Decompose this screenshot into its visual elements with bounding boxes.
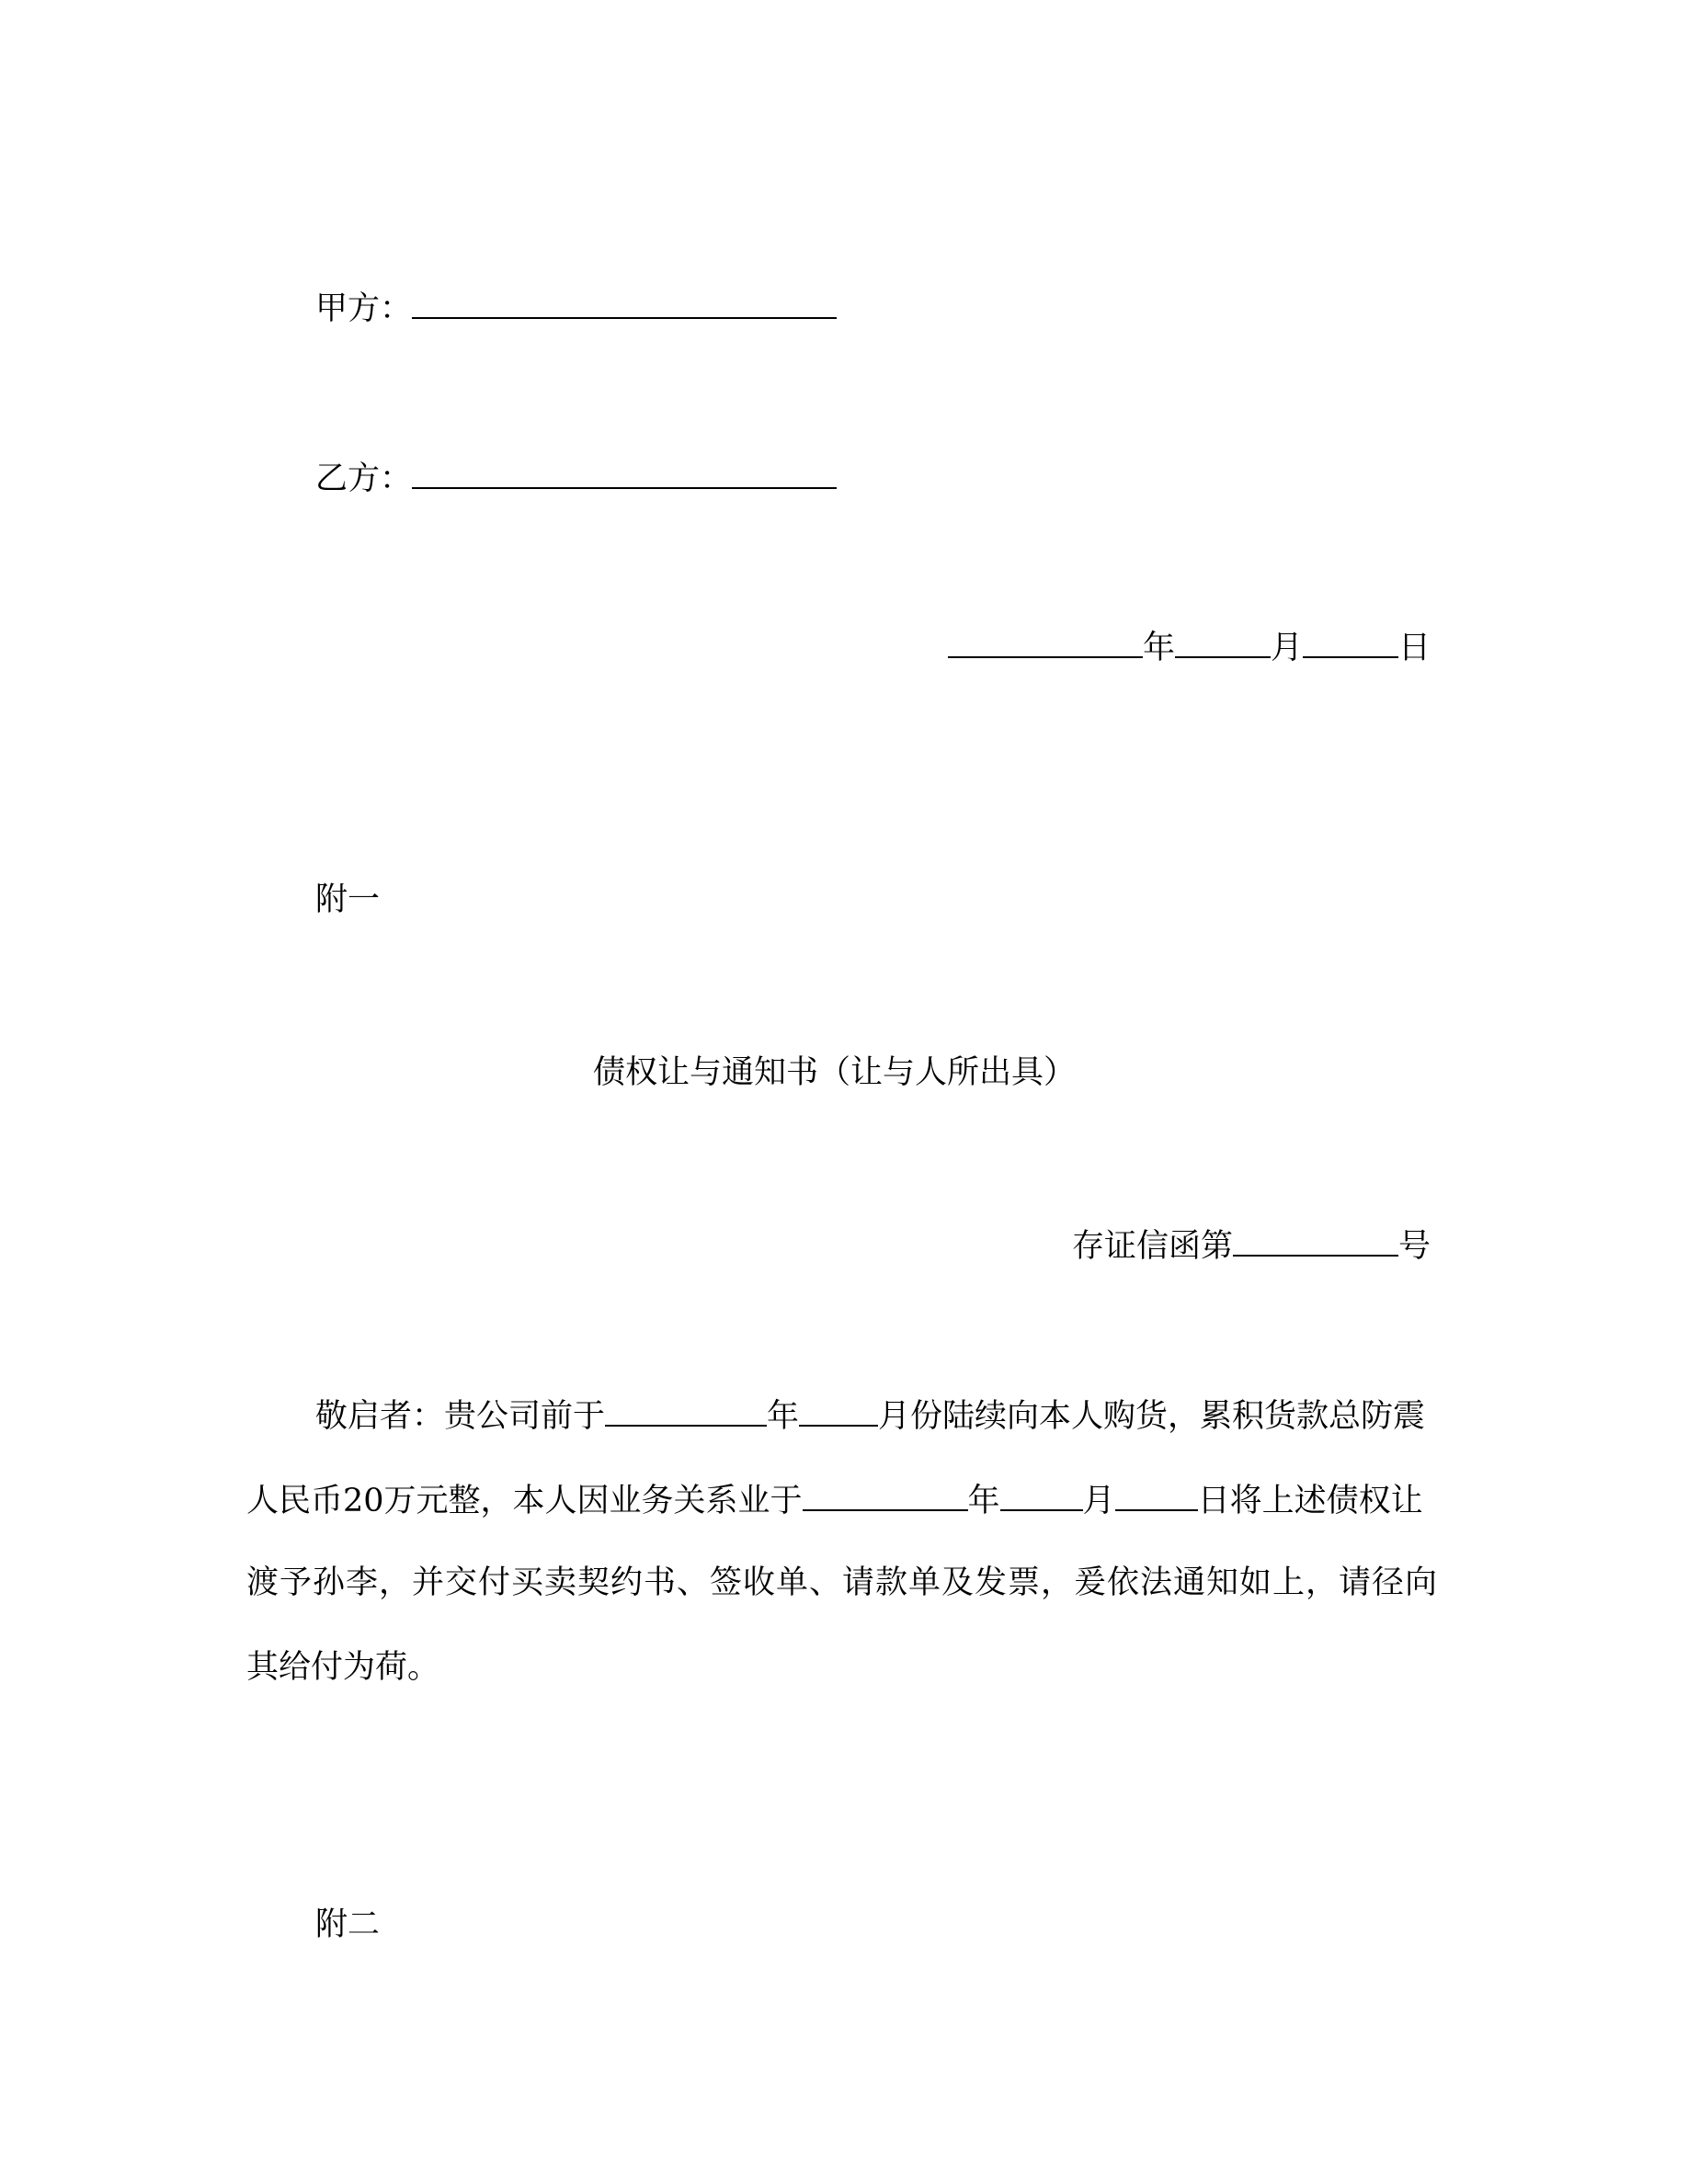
notice-line2-d: 日将上述债权让 xyxy=(1197,1483,1423,1519)
notice-line1-a: 敬启者：贵公司前于 xyxy=(315,1398,606,1435)
appendix-2-heading: 附二 xyxy=(315,1906,381,1943)
notice-ref-suffix: 号 xyxy=(1397,1228,1431,1265)
notice-reference-line xyxy=(1072,1227,1431,1263)
party-a-label: 甲方： xyxy=(315,290,413,327)
party-b-blank[interactable] xyxy=(412,460,837,489)
notice-line2-a: 人民币20万元整，本人因业务关系业于 xyxy=(246,1483,803,1519)
appendix-1-heading: 附一 xyxy=(315,882,381,918)
date-year-blank[interactable] xyxy=(948,629,1143,658)
notice-ref-blank[interactable] xyxy=(1233,1227,1398,1257)
date-line xyxy=(948,629,1431,665)
party-a-blank[interactable] xyxy=(412,290,837,319)
notice-line1-year-blank[interactable] xyxy=(605,1397,767,1427)
notice-ref-prefix: 存证信函第 xyxy=(1071,1228,1233,1265)
notice-line2-month-blank[interactable] xyxy=(1000,1482,1083,1511)
notice-line2-year-blank[interactable] xyxy=(803,1482,968,1511)
party-a-line xyxy=(315,290,837,325)
date-day-blank[interactable] xyxy=(1303,629,1398,658)
date-day-label: 日 xyxy=(1397,630,1431,666)
party-b-label: 乙方： xyxy=(315,461,413,497)
notice-line2-c: 月 xyxy=(1082,1483,1115,1519)
date-year-label: 年 xyxy=(1142,630,1175,666)
notice-body-line-3: 渡予孙李，并交付买卖契约书、签收单、请款单及发票，爰依法通知如上，请径向 xyxy=(246,1564,1439,1601)
party-b-line xyxy=(315,460,837,495)
notice-line1-month-blank[interactable] xyxy=(799,1397,878,1427)
notice-body-line-2 xyxy=(246,1482,1423,1518)
notice-line2-b: 年 xyxy=(967,1483,1000,1519)
notice-line1-c: 月份陆续向本人购货，累积货款总防震 xyxy=(878,1398,1426,1435)
notice-body-line-1 xyxy=(315,1397,1425,1433)
notice-line2-day-blank[interactable] xyxy=(1115,1482,1198,1511)
notice-body-line-4: 其给付为荷。 xyxy=(246,1649,440,1686)
notice-line1-b: 年 xyxy=(767,1398,800,1435)
date-month-label: 月 xyxy=(1270,630,1303,666)
notice-title: 债权让与通知书（让与人所出具） xyxy=(593,1054,1077,1091)
date-month-blank[interactable] xyxy=(1175,629,1271,658)
